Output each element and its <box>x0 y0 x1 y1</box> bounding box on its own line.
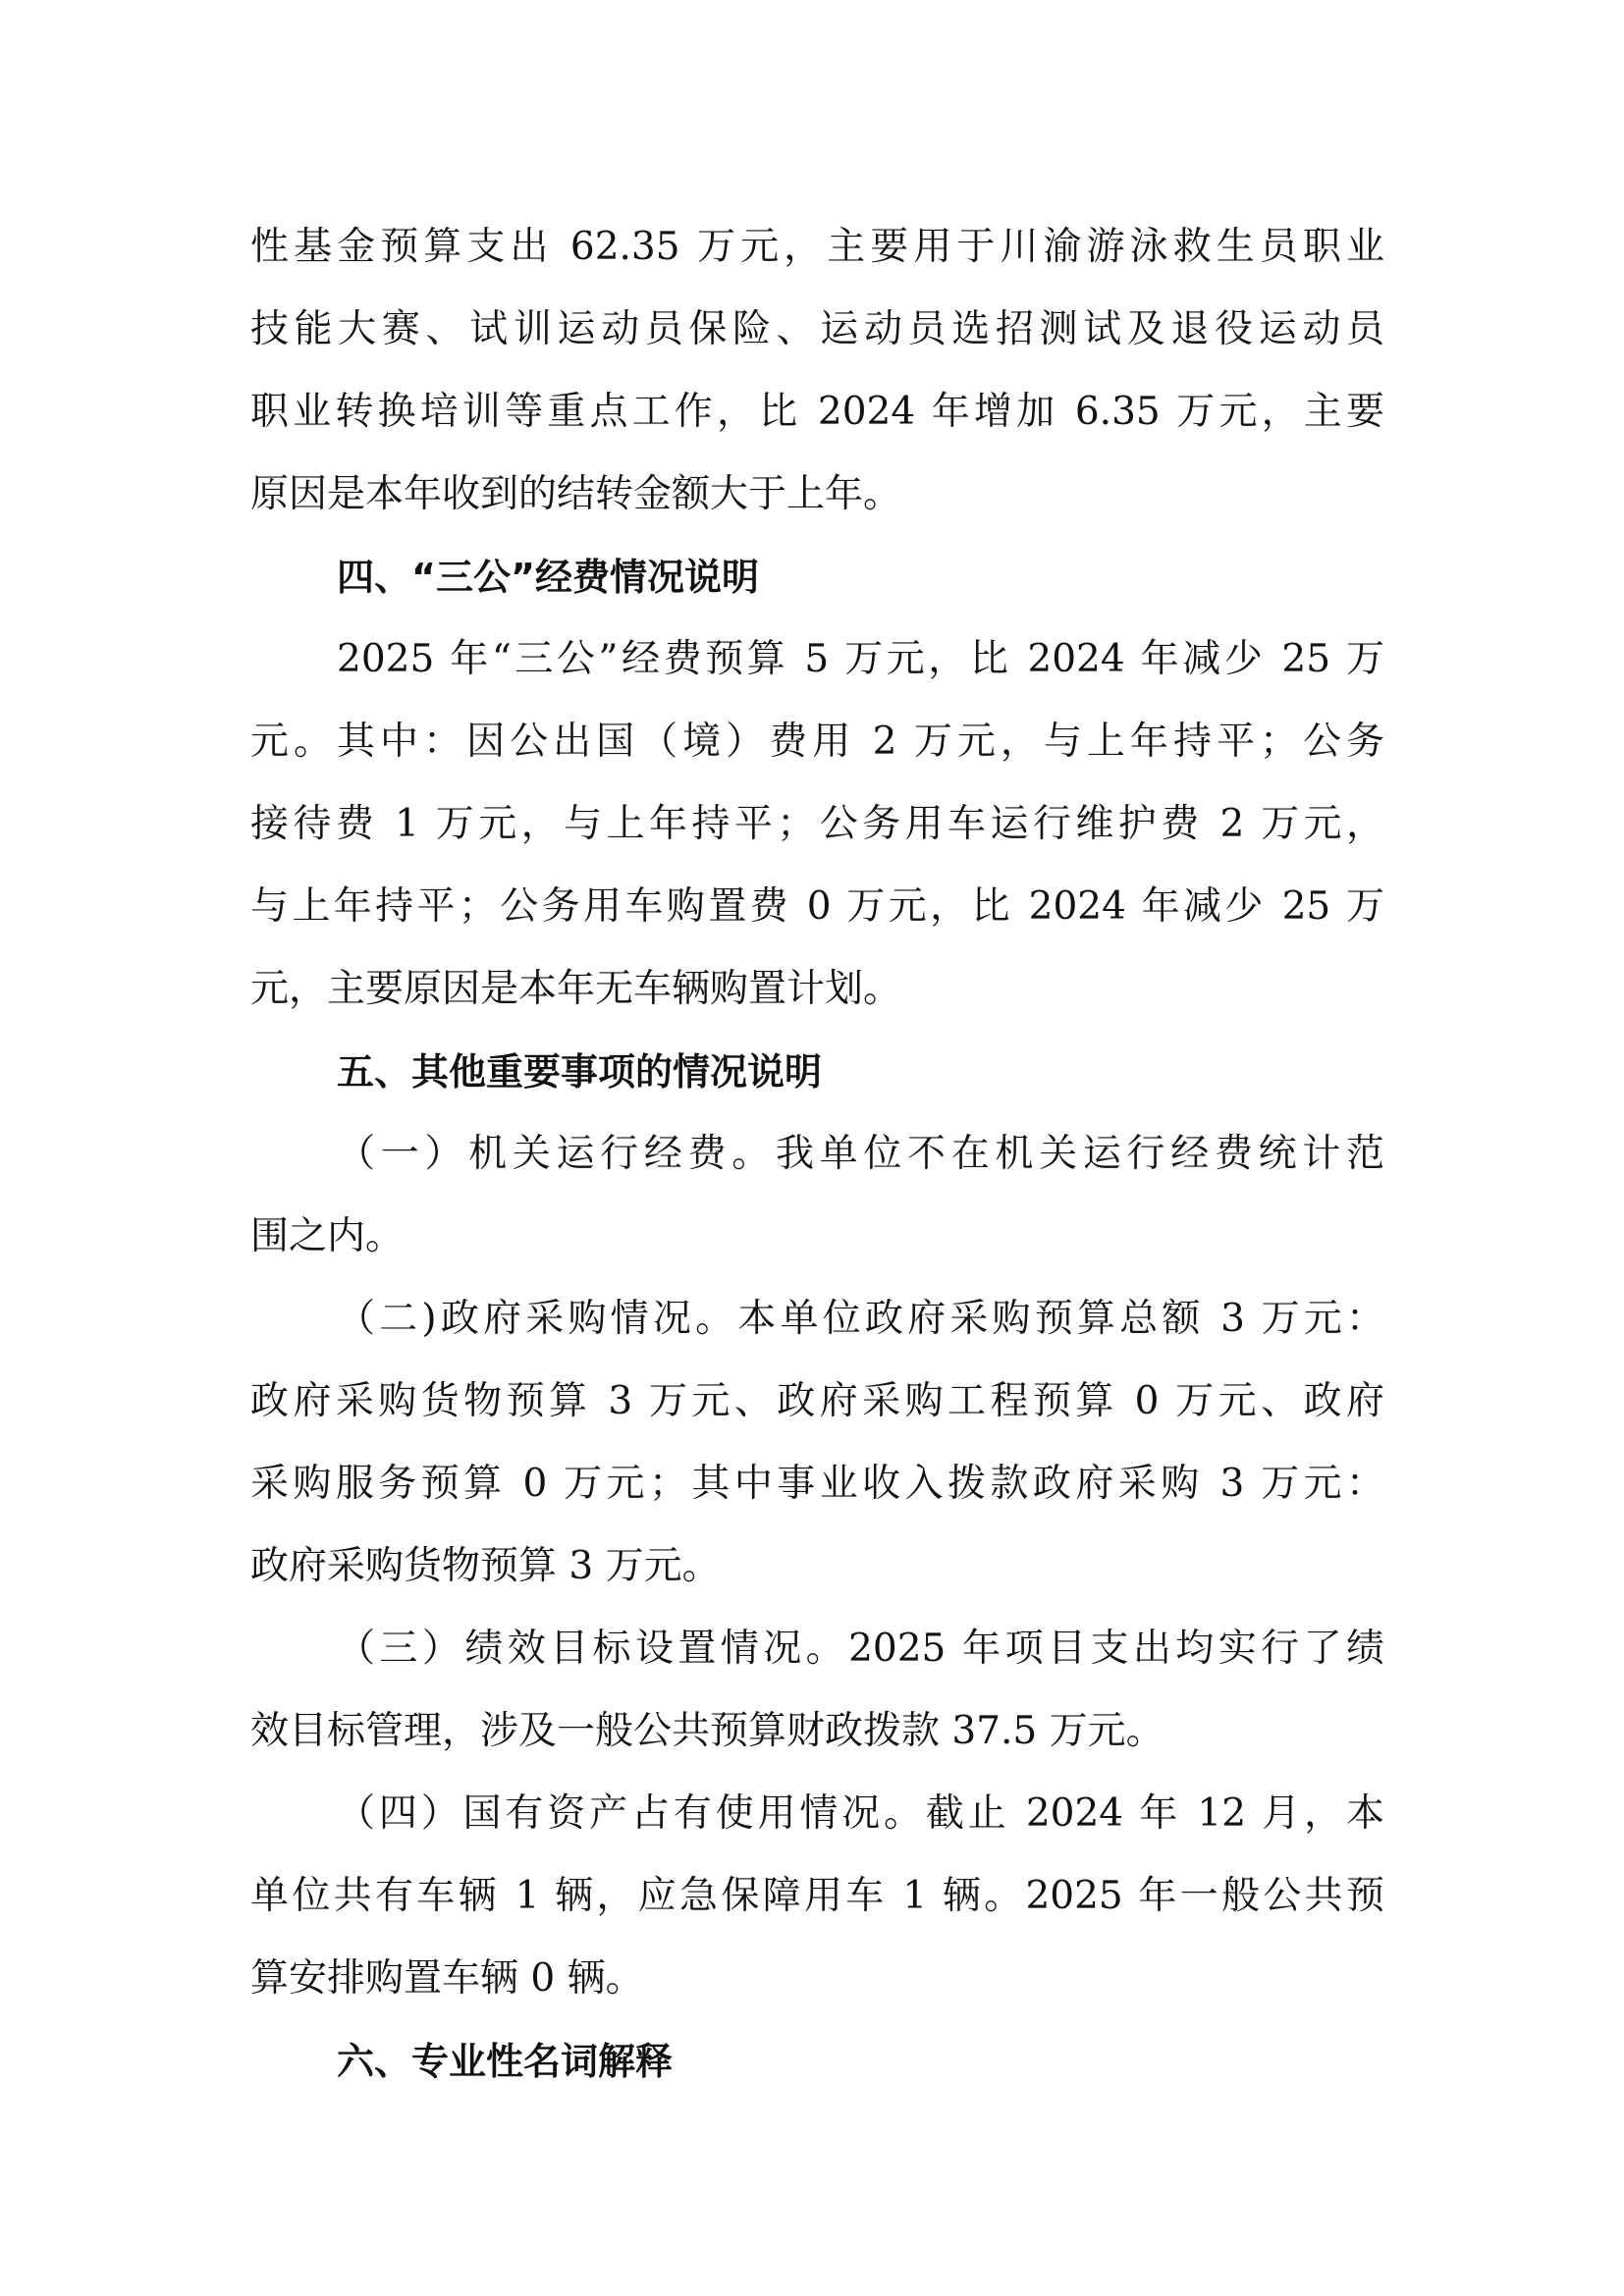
body-text-line: 政府采购货物预算 3 万元、政府采购工程预算 0 万元、政府 <box>250 1379 1384 1423</box>
body-text-line: 与上年持平；公务用车购置费 0 万元，比 2024 年减少 25 万 <box>250 884 1384 929</box>
body-text-line: 接待费 1 万元，与上年持平；公务用车运行维护费 2 万元， <box>250 802 1384 846</box>
body-text-line: 单位共有车辆 1 辆，应急保障用车 1 辆。2025 年一般公共预 <box>250 1874 1384 1918</box>
body-text-line: 技能大赛、试训运动员保险、运动员选招测试及退役运动员 <box>250 307 1384 351</box>
body-text-line: 原因是本年收到的结转金额大于上年。 <box>250 472 902 516</box>
body-text-line: （二)政府采购情况。本单位政府采购预算总额 3 万元： <box>337 1297 1384 1341</box>
body-text-line: 元。其中：因公出国（境）费用 2 万元，与上年持平；公务 <box>250 720 1384 764</box>
body-text-line: 政府采购货物预算 3 万元。 <box>250 1544 721 1588</box>
body-text-line: 元，主要原因是本年无车辆购置计划。 <box>250 967 902 1011</box>
body-text-line: （一）机关运行经费。我单位不在机关运行经费统计范 <box>337 1132 1384 1176</box>
body-text-line: （四）国有资产占有使用情况。截止 2024 年 12 月，本 <box>337 1791 1384 1836</box>
body-text-line: 采购服务预算 0 万元；其中事业收入拨款政府采购 3 万元： <box>250 1462 1384 1506</box>
body-text-line: （三）绩效目标设置情况。2025 年项目支出均实行了绩 <box>337 1627 1384 1671</box>
section-heading-other-matters: 五、其他重要事项的情况说明 <box>337 1050 823 1094</box>
body-text-line: 性基金预算支出 62.35 万元，主要用于川渝游泳救生员职业 <box>250 225 1384 269</box>
section-heading-terms: 六、专业性名词解释 <box>337 2040 674 2083</box>
body-text-line: 2025 年“三公”经费预算 5 万元，比 2024 年减少 25 万 <box>337 637 1384 681</box>
body-text-line: 职业转换培训等重点工作，比 2024 年增加 6.35 万元，主要 <box>250 390 1384 434</box>
body-text-line: 算安排购置车辆 0 辆。 <box>250 1956 644 2001</box>
body-text-line: 围之内。 <box>250 1214 405 1258</box>
body-text-line: 效目标管理，涉及一般公共预算财政拨款 37.5 万元。 <box>250 1709 1164 1753</box>
section-heading-san-gong: 四、“三公”经费情况说明 <box>337 556 759 599</box>
